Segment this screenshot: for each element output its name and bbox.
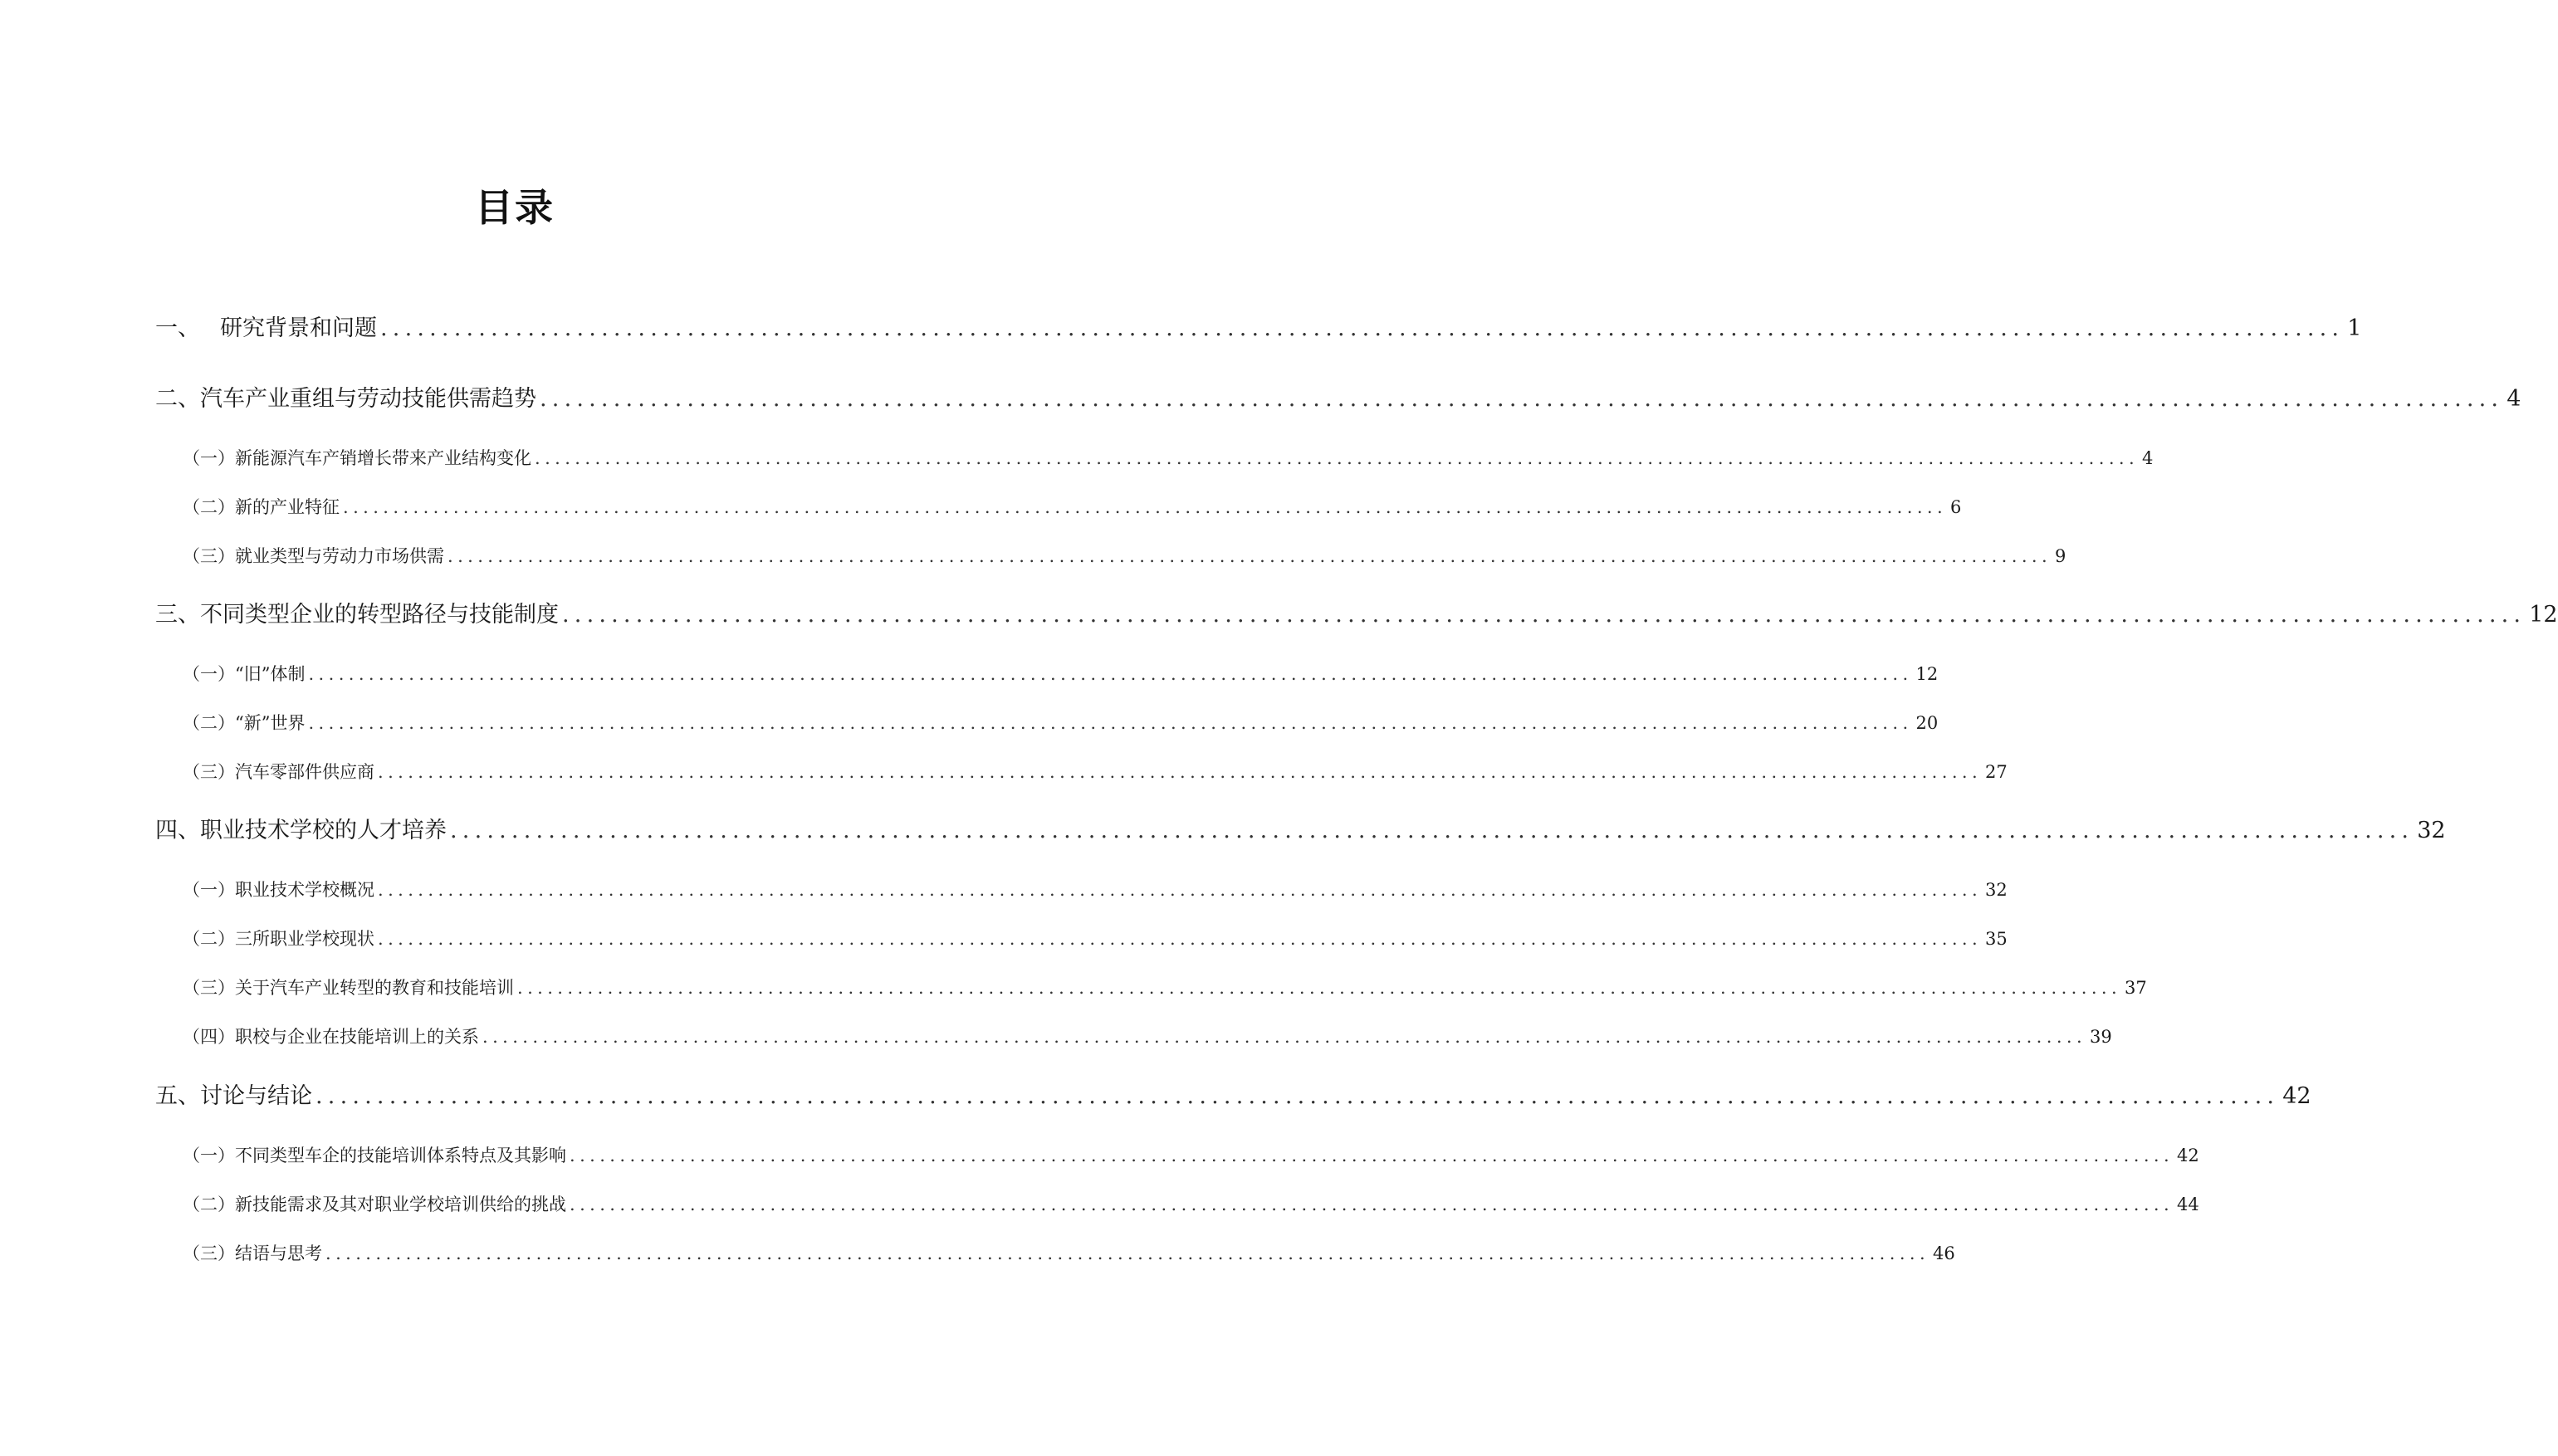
toc-page-number: 4 [2142,448,2154,468]
toc-leader-dots: ................................................................................................................................................................ [570,1146,2174,1165]
toc-page-number: 32 [2417,818,2446,843]
toc-leader-dots: ................................................................................................................................................................ [482,1027,2087,1047]
toc-chapter-2[interactable] [155,384,2521,414]
toc-number: （三） [183,546,235,566]
toc-title: 新技能需求及其对职业学校培训供给的挑战 [235,1195,566,1214]
toc-section-2-2[interactable] [183,495,1962,520]
toc-page-number: 27 [1985,762,2008,782]
toc-title: 新能源汽车产销增长带来产业结构变化 [235,448,531,468]
toc-number: （三） [183,978,235,998]
toc-section-2-1[interactable] [183,446,2154,471]
toc-section-3-1[interactable] [183,662,1939,686]
toc-leader-dots: ................................................................................................................................................................ [380,315,2345,341]
toc-title: 讨论与结论 [200,1083,312,1109]
toc-page-number: 1 [2347,315,2362,341]
toc-leader-dots: ................................................................................................................................................................ [378,880,1983,900]
toc-page-number: 39 [2090,1027,2112,1047]
toc-title: 不同类型企业的转型路径与技能制度 [200,602,559,628]
toc-number: （四） [183,1027,235,1047]
toc-leader-dots: ................................................................................................................................................................ [308,664,1913,684]
toc-title: 不同类型车企的技能培训体系特点及其影响 [235,1146,566,1165]
toc-section-3-3[interactable] [183,760,2008,784]
toc-title: 职业技术学校的人才培养 [200,818,447,843]
toc-leader-dots: ................................................................................................................................................................ [448,546,2052,566]
toc-section-4-2[interactable] [183,926,2008,951]
toc-title: “新”世界 [235,713,306,733]
toc-page-number: 6 [1950,497,1962,517]
toc-leader-dots: ................................................................................................................................................................ [378,762,1983,782]
toc-page-number: 44 [2177,1195,2199,1214]
toc-page-number: 37 [2125,978,2147,998]
toc-number: 三、 [155,602,200,628]
toc-number: （一） [183,664,235,684]
toc-section-4-3[interactable] [183,975,2147,1000]
toc-chapter-3[interactable] [155,600,2558,630]
toc-title: 汽车产业重组与劳动技能供需趋势 [200,386,536,412]
toc-number: 五、 [155,1083,200,1109]
toc-page-number: 9 [2055,546,2066,566]
toc-leader-dots: ................................................................................................................................................................ [343,497,1948,517]
toc-page-number: 42 [2282,1083,2311,1109]
toc-number: （三） [183,762,235,782]
toc-page-number: 4 [2507,386,2521,412]
toc-section-5-3[interactable] [183,1241,1955,1266]
toc-section-2-3[interactable] [183,544,2066,569]
toc-number: （一） [183,448,235,468]
toc-page-number: 12 [1915,664,1939,684]
toc-number: （二） [183,713,235,733]
toc-title: 就业类型与劳动力市场供需 [235,546,444,566]
toc-leader-dots: ................................................................................................................................................................ [535,448,2140,468]
toc-page-number: 35 [1985,929,2008,949]
toc-leader-dots: ................................................................................................................................................................ [325,1243,1930,1263]
toc-title: 职校与企业在技能培训上的关系 [235,1027,479,1047]
toc-title: 研究背景和问题 [220,315,377,341]
toc-title: 结语与思考 [235,1243,322,1263]
toc-number: （一） [183,880,235,900]
toc-number: （二） [183,497,235,517]
toc-page-number: 20 [1915,713,1939,733]
toc-section-4-1[interactable] [183,877,2008,902]
toc-title: “旧”体制 [235,664,306,684]
toc-leader-dots: ................................................................................................................................................................ [308,713,1913,733]
toc-section-5-2[interactable] [183,1192,2199,1217]
toc-number: （二） [183,929,235,949]
toc-number: 一、 [155,315,200,341]
toc-title: 关于汽车产业转型的教育和技能培训 [235,978,514,998]
toc-leader-dots: ................................................................................................................................................................ [517,978,2122,998]
toc-chapter-4[interactable] [155,816,2446,846]
toc-title: 职业技术学校概况 [235,880,374,900]
toc-page-number: 46 [1933,1243,1955,1263]
toc-number: （一） [183,1146,235,1165]
toc-page-number: 12 [2529,602,2558,628]
toc-page-number: 42 [2177,1146,2199,1165]
toc-leader-dots: ................................................................................................................................................................ [315,1083,2280,1109]
toc-page-number: 32 [1985,880,2008,900]
toc-leader-dots: ................................................................................................................................................................ [378,929,1983,949]
toc-chapter-1[interactable] [155,314,2362,344]
toc-section-3-2[interactable] [183,711,1939,735]
toc-title: 新的产业特征 [235,497,340,517]
toc-leader-dots: ................................................................................................................................................................ [450,818,2414,843]
toc-leader-dots: ................................................................................................................................................................ [562,602,2526,628]
toc-number: 二、 [155,386,200,412]
toc-section-4-4[interactable] [183,1024,2112,1049]
toc-leader-dots: ................................................................................................................................................................ [570,1195,2174,1214]
page-title: 目录 [475,185,555,230]
toc-number: 四、 [155,818,200,843]
toc-number: （三） [183,1243,235,1263]
toc-leader-dots: ................................................................................................................................................................ [540,386,2504,412]
toc-title: 三所职业学校现状 [235,929,374,949]
toc-section-5-1[interactable] [183,1143,2199,1168]
toc-number: （二） [183,1195,235,1214]
toc-title: 汽车零部件供应商 [235,762,374,782]
toc-chapter-5[interactable] [155,1082,2311,1112]
